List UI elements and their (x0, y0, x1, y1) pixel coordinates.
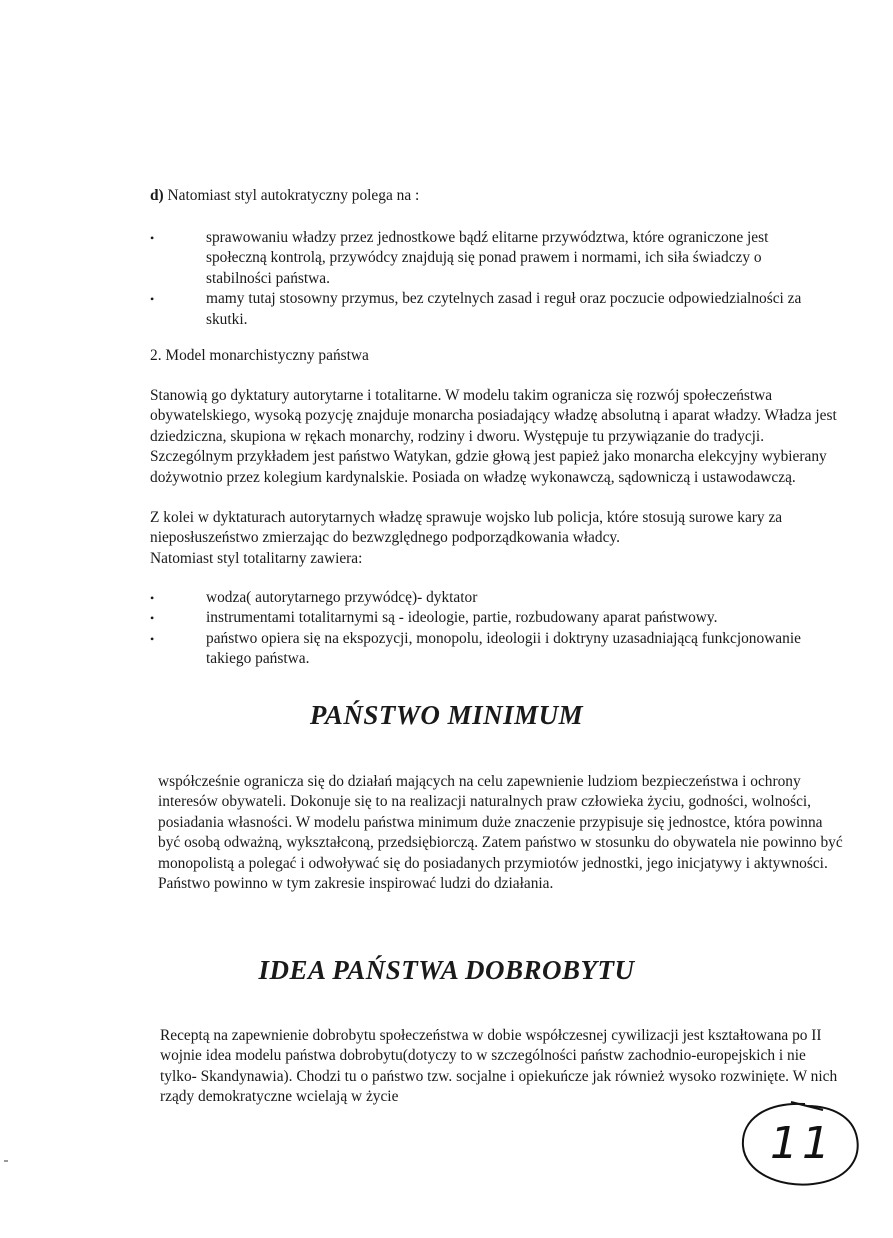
list-item (150, 289, 806, 330)
section-d-text: Natomiast styl autokratyczny polega na : (167, 187, 420, 204)
dobrobyt-paragraph: Receptą na zapewnienie dobrobytu społeczeństwa w dobie współczesnej cywilizacji jest kształtowana po II wojnie idea modelu państwa dobrobytu(dotyczy to w szczególności państw zachodnio-europejskich i nie tylko- Skandynawia). Chodzi tu o państwo tzw. socjalne i opiekuńcze jak również wysoko rozwinięte. W nich rządy demokratyczne wcielają w życie (160, 1027, 838, 1106)
minimum-title: PAŃSTWO MINIMUM (309, 700, 584, 730)
minimum-paragraph: współcześnie ogranicza się do działań mających na celu zapewnienie ludziom bezpieczeństwa i ochrony interesów obywateli. Dokonuje się to na realizacji naturalnych praw człowieka życiu, godności, wolności, posiadania własności. W modelu państwa minimum duże znaczenie przypisuje się jednostce, która powinna być osobą odważną, wykształconą, przedsiębiorczą. Zatem państwo w stosunku do obywatela nie powinno być monopolistą a polegać i odwoływać się do posiadanych przymiotów jednostki, jego inicjatywy i aktywności. Państwo powinno w tym zakresie inspirować ludzi do działania. (158, 773, 843, 893)
section-2-heading (150, 346, 770, 366)
list-item (150, 608, 806, 628)
section-2-paragraph-3: Natomiast styl totalitarny zawiera: (150, 550, 363, 567)
list-item (150, 629, 806, 670)
section-d-label: d) (150, 187, 164, 204)
section-d-bullet-list (150, 228, 806, 330)
bullet-text: sprawowaniu władzy przez jednostkowe bądź elitarne przywództwa, które ograniczone jest społeczną kontrolą, przywódcy znajdują się ponad prawem i normami, ich siła świadczy o stabilności państwa. (206, 229, 769, 287)
section-2-paragraph: Stanowią go dyktatury autorytarne i totalitarne. W modelu takim ogranicza się rozwój społeczeństwa obywatelskiego, wysoką pozycję znajduje monarcha posiadający władzę absolutną i aparat władzy. Władza jest dziedziczna, skupiona w rękach monarchy, rodziny i dworu. Występuje tu przywiązanie do tradycji. Szczególnym przykładem jest państwo Watykan, gdzie głową jest papież jako monarcha elekcyjny wybierany dożywotnio przez kolegium kardynalskie. Posiada on władzę wykonawczą, sądowniczą i ustawodawczą. (150, 387, 837, 486)
bullet-icon: • (150, 631, 155, 646)
section-2-title: Model monarchistyczny państwa (165, 347, 369, 364)
list-item (150, 588, 806, 608)
section-2-bullet-list (150, 588, 806, 670)
bullet-icon: • (150, 611, 155, 626)
scan-artifact (4, 1160, 8, 1162)
section-2-number: 2. (150, 347, 162, 364)
bullet-icon: • (150, 231, 155, 245)
bullet-icon: • (150, 292, 155, 307)
bullet-text: państwo opiera się na ekspozycji, monopolu, ideologii i doktryny uzasadniającą funkcjonowanie takiego państwa. (206, 629, 801, 668)
dobrobyt-title: IDEA PAŃSTWA DOBROBYTU (258, 955, 635, 985)
list-item (150, 228, 806, 289)
section-d-heading (150, 186, 770, 206)
bullet-text: mamy tutaj stosowny przymus, bez czytelnych zasad i reguł oraz poczucie odpowiedzialności za skutki. (206, 290, 802, 328)
section-2-paragraph-2: Z kolei w dyktaturach autorytarnych władzę sprawuje wojsko lub policja, które stosują surowe kary za nieposłuszeństwo zmierzając do bezwzględnego podporządkowania władcy. (150, 509, 783, 547)
bullet-text: instrumentami totalitarnymi są - ideologie, partie, rozbudowany aparat państwowy. (206, 609, 718, 627)
bullet-text: wodza( autorytarnego przywódcę)- dyktator (206, 589, 478, 606)
bullet-icon: • (150, 591, 155, 605)
page-number: 11 (770, 1118, 834, 1169)
